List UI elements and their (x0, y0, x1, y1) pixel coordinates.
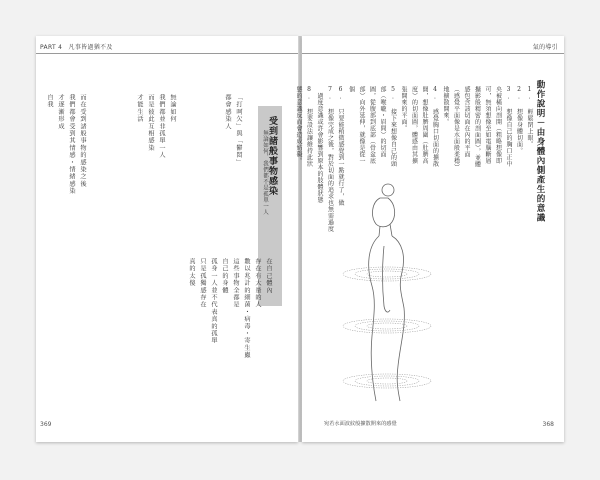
head-outline (373, 198, 395, 227)
page-number-left: 369 (40, 421, 52, 428)
step-item: 7. 想像完成之後，對於切面的追求也無需過度 (326, 86, 334, 232)
hair-bun (382, 184, 394, 196)
step-item: 5. 接下來想像自己的頭部（喉嚨・眉間）的切面圖，從腹部到底部（骨盆底部）向外延伸，就像是從一個 (347, 86, 397, 167)
stanza-1 (186, 258, 274, 359)
header-rule-left (36, 53, 298, 54)
step-item: 1. 輕鬆閉上眼。 (526, 86, 533, 148)
step-item: 4. 感覺胸口切面的擴散開，想像肚臍周圍（肚臍高度）的切面圖，體感由其擴張開來的平面。 (400, 86, 439, 167)
stanza-line: 我們都會受到其情感・情緒感染 (68, 94, 75, 195)
stanza-line: 才逐漸形成 (57, 94, 64, 130)
step-item: 3. 想像自己的胸口正中央被橫向剖開（粗略想像即可，無須想像至如電腦斷層攝影般精密的剖面圖），並體感包含該切面在內的平面（感覺平面像是水面般柔穩）地擴散開來。 (442, 86, 512, 168)
stanza-line: 「打呵欠」與「鬱悶」 (235, 94, 242, 166)
stanza-line: 我們都並非孤單一人 (158, 94, 165, 159)
stanza-line: 自己的身體 (221, 258, 228, 294)
stanza-line: 只是孤獨感存在 (199, 258, 206, 309)
neck-outline (379, 224, 392, 236)
stanza-line: 孤身一人並不代表真的孤單 (210, 258, 217, 345)
stanza-line: 而在受到諸般事物的感染之後 (79, 94, 86, 188)
step-item: 8. 想要設法讓維持此狀態的意識反而會造成妨礙。 (295, 86, 313, 167)
stanza-line: 而是彼此互相感染 (147, 94, 154, 152)
running-head-right: 氣的導引 (532, 44, 558, 51)
step-item: 過度意識或許會影響到原本的肢體狀態 (316, 86, 323, 203)
ripple-chest (355, 269, 419, 279)
stanza-line: 自我 (46, 94, 53, 109)
stanza-line: 都會感染人 (224, 94, 231, 130)
step-item: 6. 只要能稍微感覺到一點就行了，做 (337, 86, 344, 206)
figure-caption: 宛若水面波紋般擴散開來的感覺 (324, 421, 397, 427)
stanza-line: 才能生活 (136, 94, 143, 123)
ripple-waist (355, 321, 419, 331)
ripple-pelvis (355, 376, 419, 386)
stanza-line: 存在有大量的人 (254, 258, 261, 309)
stanza-2 (222, 94, 244, 166)
right-section-title: 動作說明－由身體內側產生的意識 (535, 80, 545, 223)
stanza-line: 這些事物全都是 (232, 258, 239, 309)
page-number-right: 368 (542, 421, 554, 428)
section-title: 受到諸般事物感染 (267, 116, 277, 196)
stanza-3 (134, 94, 178, 159)
stanza-line: 數以兆計的細菌・病毒・寄生蟲 (243, 258, 250, 359)
section-subtitle: 無論如何，我們都不是孤單一人 (262, 130, 268, 216)
stanza-line: 在自己體內 (265, 258, 272, 294)
header-rule-right (302, 53, 564, 54)
right-page (295, 36, 564, 442)
running-head-left: PART 4 凡事皆過猶不及 (40, 44, 113, 51)
stanza-line: 真的太傻 (188, 258, 195, 287)
left-page (36, 36, 298, 442)
step-item: 2. 想像身體切面。 (515, 86, 523, 154)
stanza-4 (44, 94, 88, 195)
posture-illustration (332, 176, 442, 406)
stanza-line: 無論如何 (169, 94, 176, 123)
